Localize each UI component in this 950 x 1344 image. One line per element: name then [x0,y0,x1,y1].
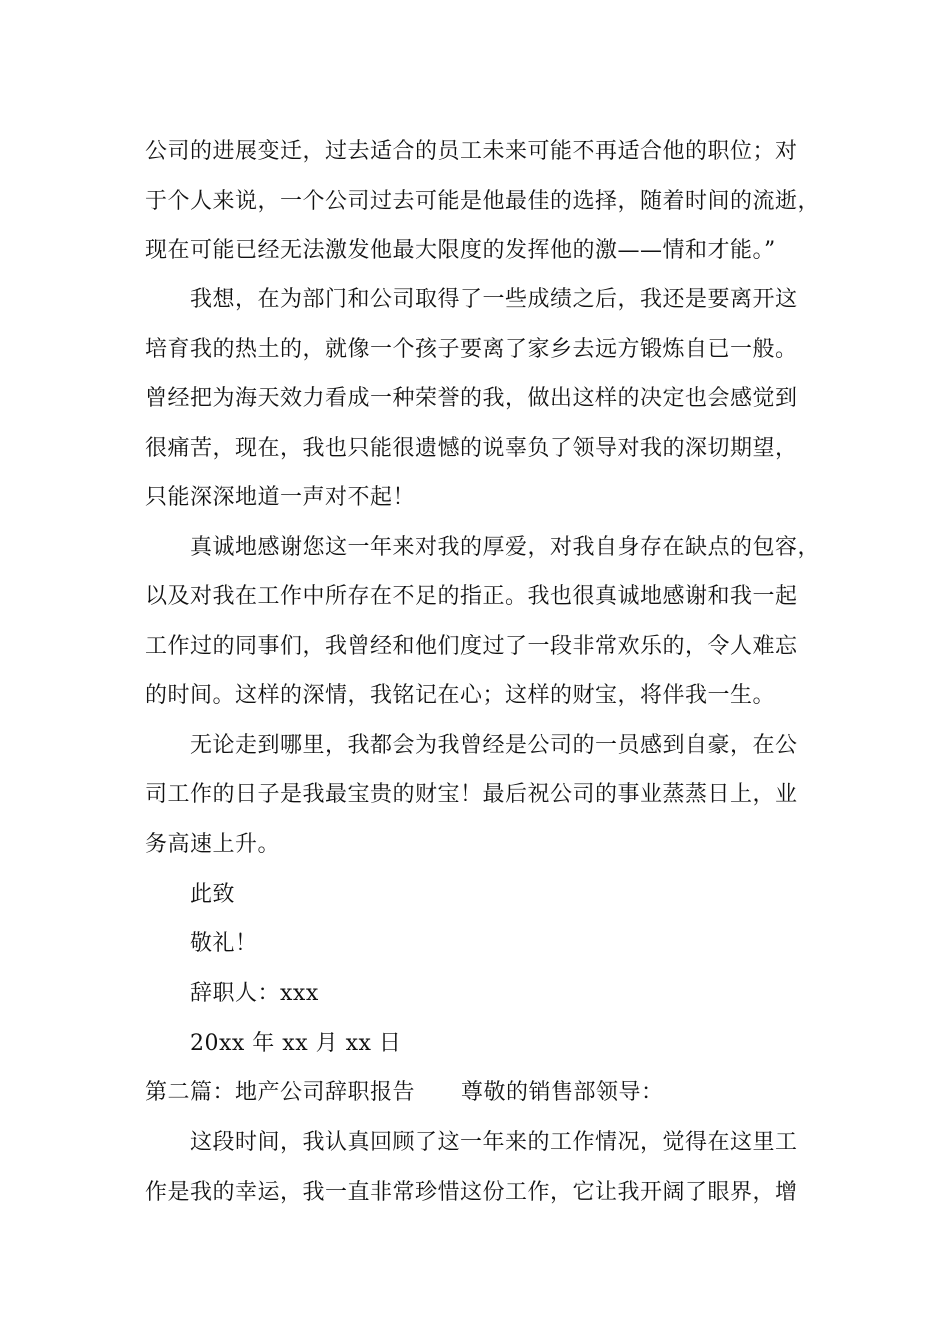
body-line: 司工作的日子是我最宝贵的财宝！最后祝公司的事业蒸蒸日上，业 [145,782,798,807]
paragraph-start-line: 这段时间，我认真回顾了这一年来的工作情况，觉得在这里工 [190,1130,798,1155]
body-line: 务高速上升。 [145,832,281,857]
section-heading [145,1078,664,1108]
paragraph-start-line: 无论走到哪里，我都会为我曾经是公司的一员感到自豪，在公 [190,733,798,758]
closing-line: 此致 [190,882,236,907]
body-line: 公司的进展变迁，过去适合的员工未来可能不再适合他的职位；对 [145,139,798,164]
body-line: 于个人来说，一个公司过去可能是他最佳的选择，随着时间的流逝， [145,189,821,214]
body-line: 作是我的幸运，我一直非常珍惜这份工作，它让我开阔了眼界，增 [145,1180,798,1205]
salutation: 尊敬的销售部领导： [461,1080,664,1105]
body-line: 曾经把为海天效力看成一种荣誉的我，做出这样的决定也会感觉到 [145,386,798,411]
section-title: 第二篇：地产公司辞职报告 [145,1080,416,1105]
body-line: 工作过的同事们，我曾经和他们度过了一段非常欢乐的，令人难忘 [145,634,798,659]
body-line: 很痛苦，现在，我也只能很遗憾的说辜负了领导对我的深切期望， [145,436,798,461]
closing-regards: 敬礼！ [190,931,258,956]
body-line: 只能深深地道一声对不起！ [145,485,416,510]
paragraph-start-line: 真诚地感谢您这一年来对我的厚爱，对我自身存在缺点的包容， [190,535,821,560]
body-line: 现在可能已经无法激发他最大限度的发挥他的激——情和才能。” [145,238,776,263]
signature-date: 20xx 年 xx 月 xx 日 [190,1031,402,1056]
body-line: 的时间。这样的深情，我铭记在心；这样的财宝，将伴我一生。 [145,683,776,708]
signature-name: 辞职人：xxx [190,981,319,1006]
body-line: 以及对我在工作中所存在不足的指正。我也很真诚地感谢和我一起 [145,584,798,609]
body-line: 培育我的热土的，就像一个孩子要离了家乡去远方锻炼自已一般。 [145,337,798,362]
paragraph-start-line: 我想，在为部门和公司取得了一些成绩之后，我还是要离开这 [190,287,798,312]
